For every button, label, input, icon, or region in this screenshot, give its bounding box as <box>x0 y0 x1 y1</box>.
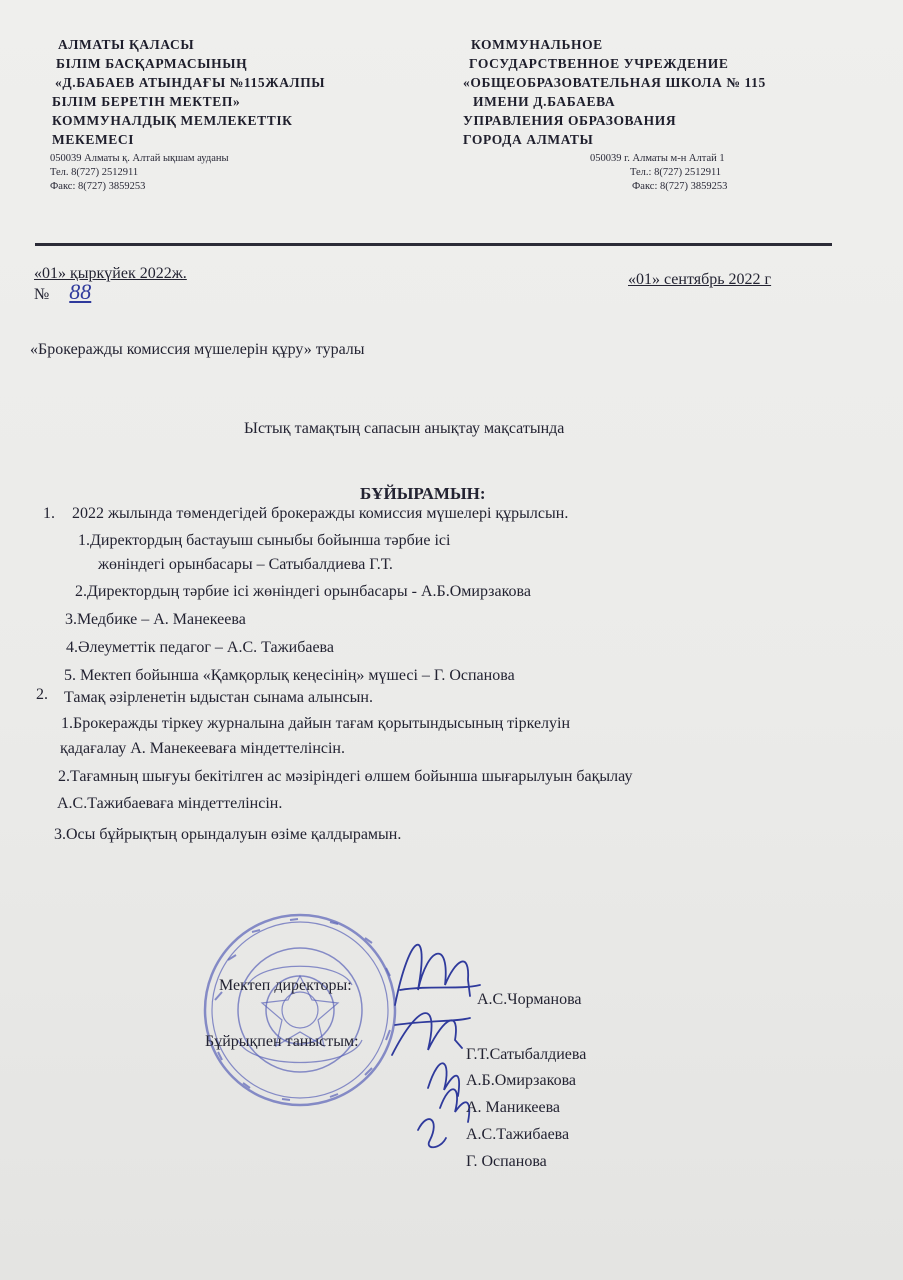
header-kz-line: «Д.БАБАЕВ АТЫНДАҒЫ №115ЖАЛПЫ <box>55 75 326 90</box>
item1-num: 1. <box>43 505 55 522</box>
date-kz: «01» қыркүйек 2022ж. <box>34 265 187 282</box>
ack-name: А. Маникеева <box>466 1099 561 1116</box>
header-kz-line: БІЛІМ БЕРЕТІН МЕКТЕП» <box>52 94 241 109</box>
ack-name: А.Б.Омирзакова <box>466 1072 577 1089</box>
item1-sub: жөніндегі орынбасары – Сатыбалдиева Г.Т. <box>98 556 393 573</box>
item2-sub: қадағалау А. Манекееваға міндеттелінсін. <box>60 740 345 757</box>
stamp-seal <box>205 915 395 1105</box>
header-kz-line: МЕКЕМЕСІ <box>52 132 135 147</box>
header-kz-line: БІЛІМ БАСҚАРМАСЫНЫҢ <box>56 56 248 71</box>
header-ru-fax: Факс: 8(727) 3859253 <box>632 181 728 192</box>
purpose: Ыстық тамақтың сапасын анықтау мақсатында <box>244 420 565 437</box>
header-ru-line: ГОРОДА АЛМАТЫ <box>463 132 594 147</box>
header-ru-line: ИМЕНИ Д.БАБАЕВА <box>473 94 616 109</box>
header-ru-address: 050039 г. Алматы м-н Алтай 1 <box>590 153 725 164</box>
director-label: Мектеп директоры: <box>219 977 352 994</box>
item2-text: Тамақ әзірленетін ыдыстан сынама алынсын. <box>64 689 373 706</box>
header-ru-line: УПРАВЛЕНИЯ ОБРАЗОВАНИЯ <box>463 113 677 128</box>
order-number-label: № <box>34 286 50 303</box>
order-title: БҰЙЫРАМЫН: <box>360 484 486 503</box>
header-kz-address: 050039 Алматы қ. Алтай ықшам ауданы <box>50 153 229 164</box>
item2-sub: 2.Тағамның шығуы бекітілген ас мәзіріндегі өлшем бойынша шығарылуын бақылау <box>58 768 633 785</box>
header-kz-line: АЛМАТЫ ҚАЛАСЫ <box>58 37 195 52</box>
item1-text: 2022 жылында төмендегідей брокеражды комиссия мүшелері құрылсын. <box>72 505 569 522</box>
header-ru-line: «ОБЩЕОБРАЗОВАТЕЛЬНАЯ ШКОЛА № 115 <box>463 75 766 90</box>
header-kz-line: КОММУНАЛДЫҚ МЕМЛЕКЕТТІК <box>52 113 293 128</box>
header-ru-phone: Тел.: 8(727) 2512911 <box>630 167 722 178</box>
item2-num: 2. <box>36 686 48 703</box>
item1-sub: 5. Мектеп бойынша «Қамқорлық кеңесінің» мүшесі – Г. Оспанова <box>64 667 515 684</box>
item1-sub: 1.Директордың бастауыш сыныбы бойынша тәрбие ісі <box>78 532 451 549</box>
ack-name: Г. Оспанова <box>466 1153 547 1170</box>
header-kz-fax: Факс: 8(727) 3859253 <box>50 181 146 192</box>
ack-label: Бұйрықпен таныстым: <box>205 1033 359 1050</box>
header-ru-line: КОММУНАЛЬНОЕ <box>471 37 603 52</box>
item1-sub: 2.Директордың тәрбие ісі жөніндегі орынбасары - А.Б.Омирзакова <box>75 583 531 600</box>
item1-sub: 4.Әлеуметтік педагог – А.С. Тажибаева <box>66 639 334 656</box>
item2-sub: А.С.Тажибаеваға міндеттелінсін. <box>57 795 283 812</box>
item2-sub: 3.Осы бұйрықтың орындалуын өзіме қалдырамын. <box>54 826 402 843</box>
order-number-value: 88 <box>69 279 92 304</box>
subject: «Брокеражды комиссия мүшелерін құру» туралы <box>30 341 365 358</box>
header-ru-line: ГОСУДАРСТВЕННОЕ УЧРЕЖДЕНИЕ <box>469 56 729 71</box>
header-kz-phone: Тел. 8(727) 2512911 <box>50 167 139 178</box>
item2-sub: 1.Брокеражды тіркеу журналына дайын тағам қорытындысының тіркелуін <box>61 715 571 732</box>
ack-name: Г.Т.Сатыбалдиева <box>466 1046 587 1063</box>
ack-name: А.С.Тажибаева <box>466 1126 570 1143</box>
item1-sub: 3.Медбике – А. Манекеева <box>65 611 246 628</box>
date-ru: «01» сентябрь 2022 г <box>628 271 772 288</box>
director-name: А.С.Чорманова <box>477 991 582 1008</box>
